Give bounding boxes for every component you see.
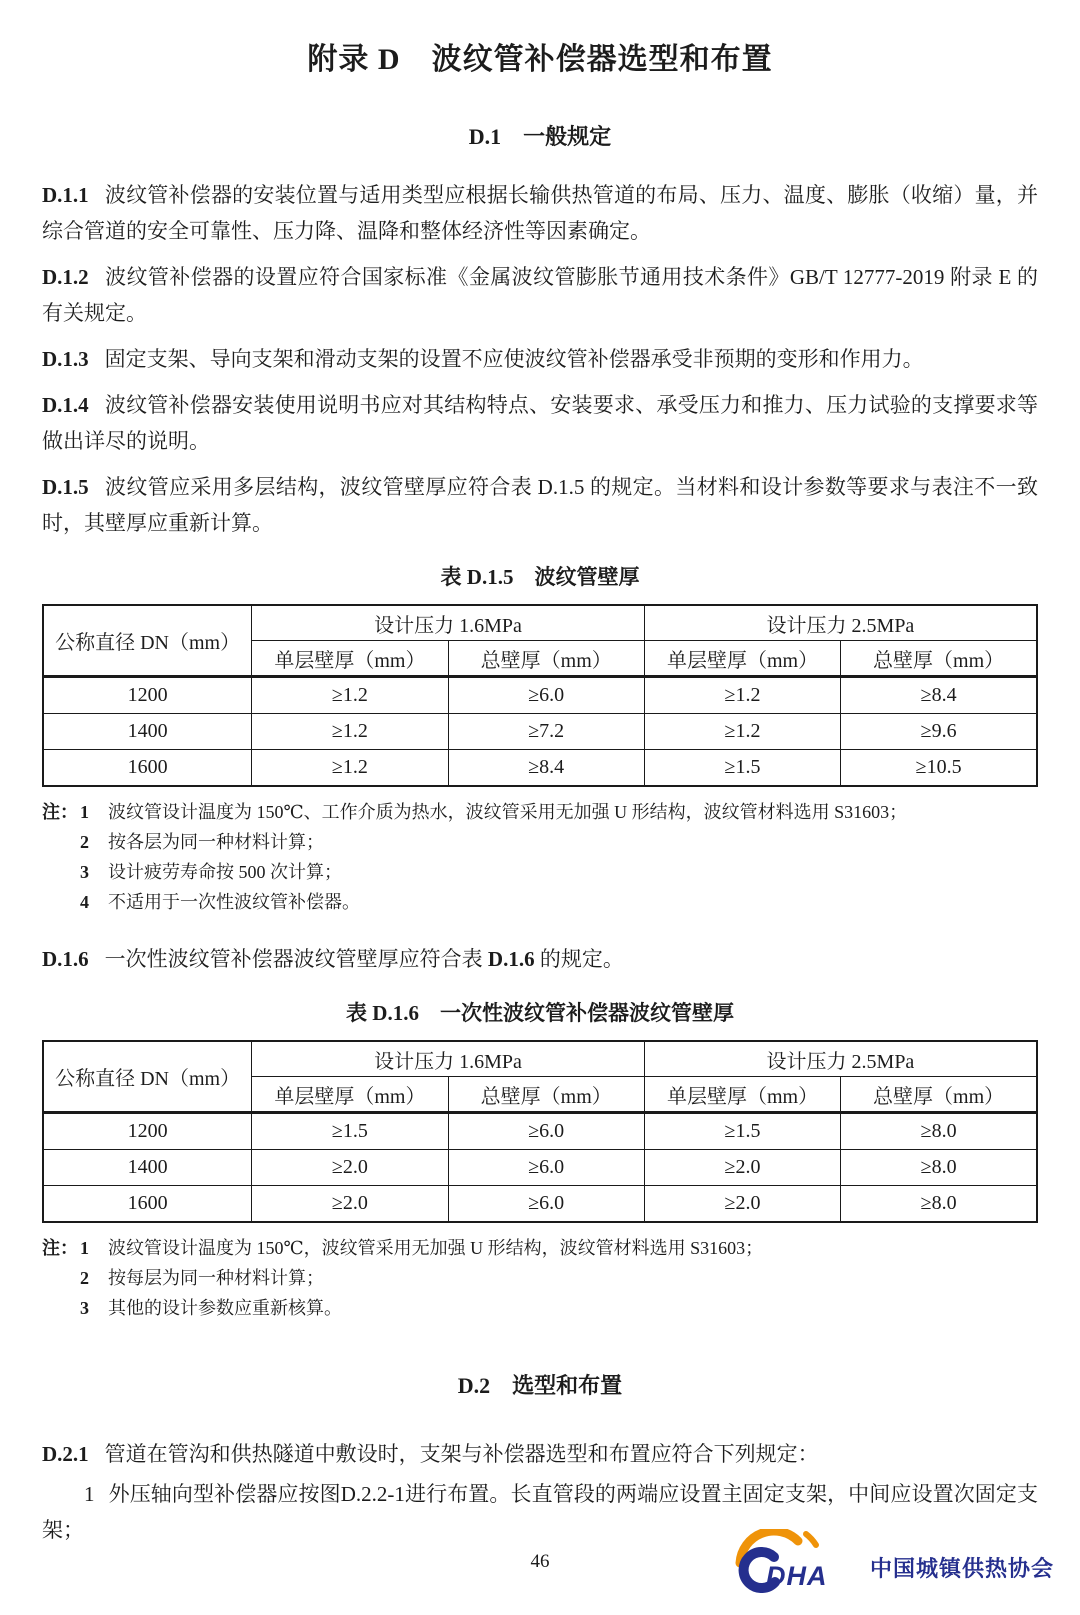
column-header-total-wall: 总壁厚（mm） — [448, 641, 644, 677]
clause-d1-1 — [42, 177, 1038, 249]
clause-text-segment: 的规定。 — [534, 947, 624, 971]
table-d16-notes — [42, 1233, 1038, 1323]
cell: 1400 — [43, 1150, 252, 1186]
cell: ≥1.2 — [644, 714, 840, 750]
note-number: 1 — [80, 802, 89, 822]
cell: ≥8.0 — [841, 1186, 1037, 1223]
clause-d1-6 — [42, 941, 1038, 977]
note-text: 不适用于一次性波纹管补偿器。 — [108, 892, 360, 912]
item-number: 1 — [84, 1482, 95, 1506]
clause-d1-4 — [42, 387, 1038, 459]
clause-label: D.1.1 — [42, 183, 89, 207]
clause-text: 波纹管补偿器的设置应符合国家标准《金属波纹管膨胀节通用技术条件》GB/T 12777-2019 附录 E 的有关规定。 — [42, 265, 1038, 325]
table-d16-caption: 表 D.1.6 一次性波纹管补偿器波纹管壁厚 — [346, 1001, 734, 1025]
cell: ≥1.5 — [252, 1113, 448, 1150]
note-prefix — [42, 1293, 80, 1323]
note-line — [42, 1263, 1038, 1293]
clause-label: D.1.4 — [42, 393, 89, 417]
association-logo — [734, 1529, 1054, 1593]
logo-association-name: 中国城镇供热协会 — [869, 1556, 1054, 1581]
cell: ≥10.5 — [841, 750, 1037, 787]
column-group-2.5mpa: 设计压力 2.5MPa — [644, 605, 1037, 641]
clause-text-segment: 一次性波纹管补偿器波纹管壁厚应符合表 — [104, 947, 488, 971]
cell: ≥1.2 — [252, 750, 448, 787]
column-header-single-wall: 单层壁厚（mm） — [252, 641, 448, 677]
cell: ≥2.0 — [644, 1186, 840, 1223]
cell: 1600 — [43, 1186, 252, 1223]
note-text: 按每层为同一种材料计算； — [108, 1268, 324, 1288]
clause-label: D.1.2 — [42, 265, 89, 289]
table-row — [43, 1113, 1037, 1150]
note-prefix: 注： — [42, 802, 78, 822]
cell: ≥2.0 — [252, 1150, 448, 1186]
logo-acronym: DHA — [765, 1561, 828, 1591]
cell: ≥1.2 — [252, 714, 448, 750]
column-header-single-wall: 单层壁厚（mm） — [252, 1077, 448, 1113]
note-text: 按各层为同一种材料计算； — [108, 832, 324, 852]
cell: ≥8.4 — [841, 677, 1037, 714]
cell: ≥6.0 — [448, 1150, 644, 1186]
clause-d2-1 — [42, 1436, 1038, 1472]
column-group-2.5mpa: 设计压力 2.5MPa — [644, 1041, 1037, 1077]
cell: ≥6.0 — [448, 1113, 644, 1150]
clause-text: 波纹管补偿器的安装位置与适用类型应根据长输供热管道的布局、压力、温度、膨胀（收缩）量，并综合管道的安全可靠性、压力降、温降和整体经济性等因素确定。 — [42, 183, 1038, 243]
cell: ≥1.5 — [644, 750, 840, 787]
item-text: 外压轴向型补偿器应按图D.2.2-1进行布置。长直管段的两端应设置主固定支架，中间应设置次固定支架； — [42, 1482, 1038, 1542]
table-row — [43, 1150, 1037, 1186]
column-header-total-wall: 总壁厚（mm） — [448, 1077, 644, 1113]
note-prefix: 注： — [42, 1238, 78, 1258]
table-d15-notes — [42, 797, 1038, 917]
cell: 1200 — [43, 677, 252, 714]
table-d15-caption: 表 D.1.5 波纹管壁厚 — [440, 565, 640, 589]
cell: 1600 — [43, 750, 252, 787]
column-header-single-wall: 单层壁厚（mm） — [644, 1077, 840, 1113]
note-number: 2 — [80, 832, 89, 852]
cell: ≥8.0 — [841, 1113, 1037, 1150]
clause-text — [105, 947, 624, 971]
clause-text: 固定支架、导向支架和滑动支架的设置不应使波纹管补偿器承受非预期的变形和作用力。 — [104, 347, 924, 371]
note-prefix — [42, 827, 80, 857]
note-text: 其他的设计参数应重新核算。 — [108, 1298, 342, 1318]
note-line — [42, 857, 1038, 887]
note-text: 设计疲劳寿命按 500 次计算； — [108, 862, 342, 882]
cell: ≥2.0 — [644, 1150, 840, 1186]
table-d15 — [42, 604, 1038, 787]
note-number: 3 — [80, 862, 89, 882]
cell: ≥1.5 — [644, 1113, 840, 1150]
column-header-single-wall: 单层壁厚（mm） — [644, 641, 840, 677]
column-header-dn: 公称直径 DN（mm） — [43, 1041, 252, 1113]
clause-d1-2 — [42, 259, 1038, 331]
note-prefix — [42, 857, 80, 887]
cell: ≥8.4 — [448, 750, 644, 787]
clause-text: 管道在管沟和供热隧道中敷设时，支架与补偿器选型和布置应符合下列规定： — [104, 1442, 819, 1466]
clause-text: 波纹管应采用多层结构，波纹管壁厚应符合表 D.1.5 的规定。当材料和设计参数等要求与表注不一致时，其壁厚应重新计算。 — [42, 475, 1038, 535]
column-header-total-wall: 总壁厚（mm） — [841, 1077, 1037, 1113]
table-row — [43, 750, 1037, 787]
note-text: 波纹管设计温度为 150℃、工作介质为热水，波纹管采用无加强 U 形结构，波纹管材料选用 S31603； — [108, 802, 908, 822]
note-line — [42, 827, 1038, 857]
section-d2-heading: D.2 选型和布置 — [457, 1373, 623, 1398]
column-group-1.6mpa: 设计压力 1.6MPa — [252, 605, 645, 641]
note-line — [42, 1233, 1038, 1263]
note-number: 2 — [80, 1268, 89, 1288]
note-number: 3 — [80, 1298, 89, 1318]
cdha-logo-icon — [734, 1529, 862, 1593]
table-row — [43, 714, 1037, 750]
cell: ≥6.0 — [448, 677, 644, 714]
logo-orange-tick — [806, 1534, 816, 1545]
page-number: 46 — [530, 1551, 550, 1572]
clause-text: 波纹管补偿器安装使用说明书应对其结构特点、安装要求、承受压力和推力、压力试验的支撑要求等做出详尽的说明。 — [42, 393, 1038, 453]
cell: 1400 — [43, 714, 252, 750]
cell: ≥6.0 — [448, 1186, 644, 1223]
cell: ≥2.0 — [252, 1186, 448, 1223]
clause-label: D.1.5 — [42, 475, 89, 499]
note-line — [42, 1293, 1038, 1323]
note-number: 4 — [80, 892, 89, 912]
cell: ≥7.2 — [448, 714, 644, 750]
clause-label: D.1.3 — [42, 347, 89, 371]
note-number: 1 — [80, 1238, 89, 1258]
cell: ≥1.2 — [644, 677, 840, 714]
clause-d1-3 — [42, 341, 1038, 377]
cell: ≥8.0 — [841, 1150, 1037, 1186]
section-d1-heading: D.1 一般规定 — [468, 124, 612, 149]
note-text: 波纹管设计温度为 150℃，波纹管采用无加强 U 形结构，波纹管材料选用 S31603； — [108, 1238, 764, 1258]
clause-d1-5 — [42, 469, 1038, 541]
table-row — [43, 1186, 1037, 1223]
clause-label: D.2.1 — [42, 1442, 89, 1466]
cell: ≥1.2 — [252, 677, 448, 714]
cell: ≥9.6 — [841, 714, 1037, 750]
note-line — [42, 797, 1038, 827]
cell: 1200 — [43, 1113, 252, 1150]
column-header-dn: 公称直径 DN（mm） — [43, 605, 252, 677]
column-header-total-wall: 总壁厚（mm） — [841, 641, 1037, 677]
note-line — [42, 887, 1038, 917]
column-group-1.6mpa: 设计压力 1.6MPa — [252, 1041, 645, 1077]
table-reference: D.1.6 — [487, 947, 535, 971]
appendix-title: 附录 D 波纹管补偿器选型和布置 — [307, 43, 773, 76]
clause-label: D.1.6 — [42, 947, 89, 971]
note-prefix — [42, 1263, 80, 1293]
table-row — [43, 677, 1037, 714]
note-prefix — [42, 887, 80, 917]
table-d16 — [42, 1040, 1038, 1223]
